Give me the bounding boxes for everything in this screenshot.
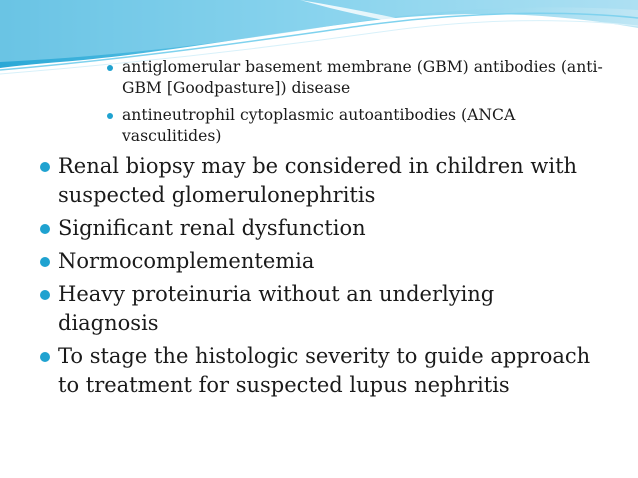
main-bullet-text: To stage the histologic severity to guide approach to treatment for suspected lupus nephritis <box>58 344 591 397</box>
main-bullet-item <box>40 247 600 276</box>
main-bullet-text: Significant renal dysfunction <box>58 216 366 240</box>
main-bullet-item <box>40 214 600 243</box>
bullet-dot-icon <box>40 257 50 267</box>
main-bullet-item <box>40 280 600 338</box>
bullet-dot-icon <box>107 65 113 71</box>
sub-bullet-text: antiglomerular basement membrane (GBM) antibodies (anti-GBM [Goodpasture]) disease <box>122 58 603 97</box>
main-bullet-text: Heavy proteinuria without an underlying diagnosis <box>58 282 495 335</box>
main-bullet-item <box>40 152 600 210</box>
main-bullet-item <box>40 342 600 400</box>
bullet-dot-icon <box>40 224 50 234</box>
main-bullet-text: Renal biopsy may be considered in children with suspected glomerulonephritis <box>58 154 578 207</box>
main-bullet-list <box>40 152 600 404</box>
main-bullet-text: Normocomplementemia <box>58 249 315 273</box>
sub-bullet-item <box>104 57 604 99</box>
bullet-dot-icon <box>107 113 113 119</box>
sub-bullet-list <box>104 57 604 153</box>
sub-bullet-text: antineutrophil cytoplasmic autoantibodies (ANCA vasculitides) <box>122 106 516 145</box>
bullet-dot-icon <box>40 162 50 172</box>
sub-bullet-item <box>104 105 604 147</box>
bullet-dot-icon <box>40 352 50 362</box>
bullet-dot-icon <box>40 290 50 300</box>
